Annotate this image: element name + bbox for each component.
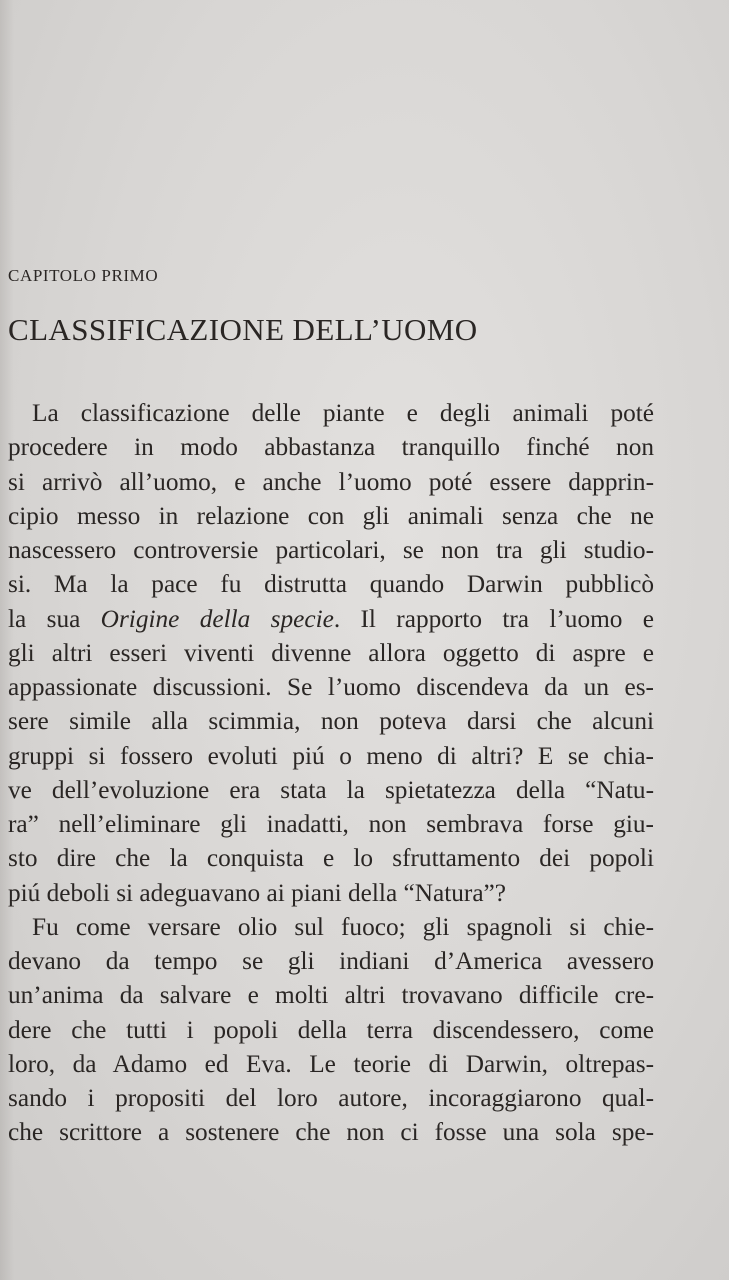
text-line: La classificazione delle piante e degli animali poté xyxy=(32,399,654,427)
body-text xyxy=(8,396,654,1150)
text-line: appassionate discussioni. Se l’uomo discendeva da un es- xyxy=(8,673,654,701)
text-line: sere simile alla scimmia, non poteva darsi che alcuni xyxy=(8,707,654,736)
text-line: sando i propositi del loro autore, incoraggiarono qual- xyxy=(8,1084,654,1112)
text-line: loro, da Adamo ed Eva. Le teorie di Darwin, oltrepas- xyxy=(8,1049,654,1078)
text-line: gruppi si fossero evoluti piú o meno di altri? E se chia- xyxy=(8,741,654,770)
book-title-italic: Origine della specie xyxy=(100,604,334,633)
chapter-title: CLASSIFICAZIONE DELL’UOMO xyxy=(8,312,478,347)
text-line: ra” nell’eliminare gli inadatti, non sembrava forse giu- xyxy=(8,810,654,838)
text-line: procedere in modo abbastanza tranquillo finché non xyxy=(8,433,654,462)
text-line: un’anima da salvare e molti altri trovavano difficile cre- xyxy=(8,981,654,1010)
text-line: nascessero controversie particolari, se non tra gli studio- xyxy=(8,536,654,564)
text-line: si arrivò all’uomo, e anche l’uomo poté essere dapprin- xyxy=(8,467,654,496)
text-line: sto dire che la conquista e lo sfruttamento dei popoli xyxy=(8,844,654,873)
text-line: che scrittore a sostenere che non ci fosse una sola spe- xyxy=(8,1118,654,1147)
text-line: dere che tutti i popoli della terra discendessero, come xyxy=(8,1015,654,1044)
chapter-label: CAPITOLO PRIMO xyxy=(8,266,159,285)
text-line xyxy=(8,602,654,636)
text-line: cipio messo in relazione con gli animali senza che ne xyxy=(8,501,654,530)
text-line: Fu come versare olio sul fuoco; gli spagnoli si chie- xyxy=(32,912,654,941)
text-line: piú deboli si adeguavano ai piani della “Natura”? xyxy=(8,878,507,907)
text-line: ve dell’evoluzione era stata la spietatezza della “Natu- xyxy=(8,775,654,804)
text-line: devano da tempo se gli indiani d’America avessero xyxy=(8,947,654,975)
text-line: gli altri esseri viventi divenne allora oggetto di aspre e xyxy=(8,638,654,667)
text-line: si. Ma la pace fu distrutta quando Darwin pubblicò xyxy=(8,570,654,599)
text-segment: la sua xyxy=(8,604,81,633)
text-segment: . Il rapporto tra l’uomo e xyxy=(333,604,654,633)
